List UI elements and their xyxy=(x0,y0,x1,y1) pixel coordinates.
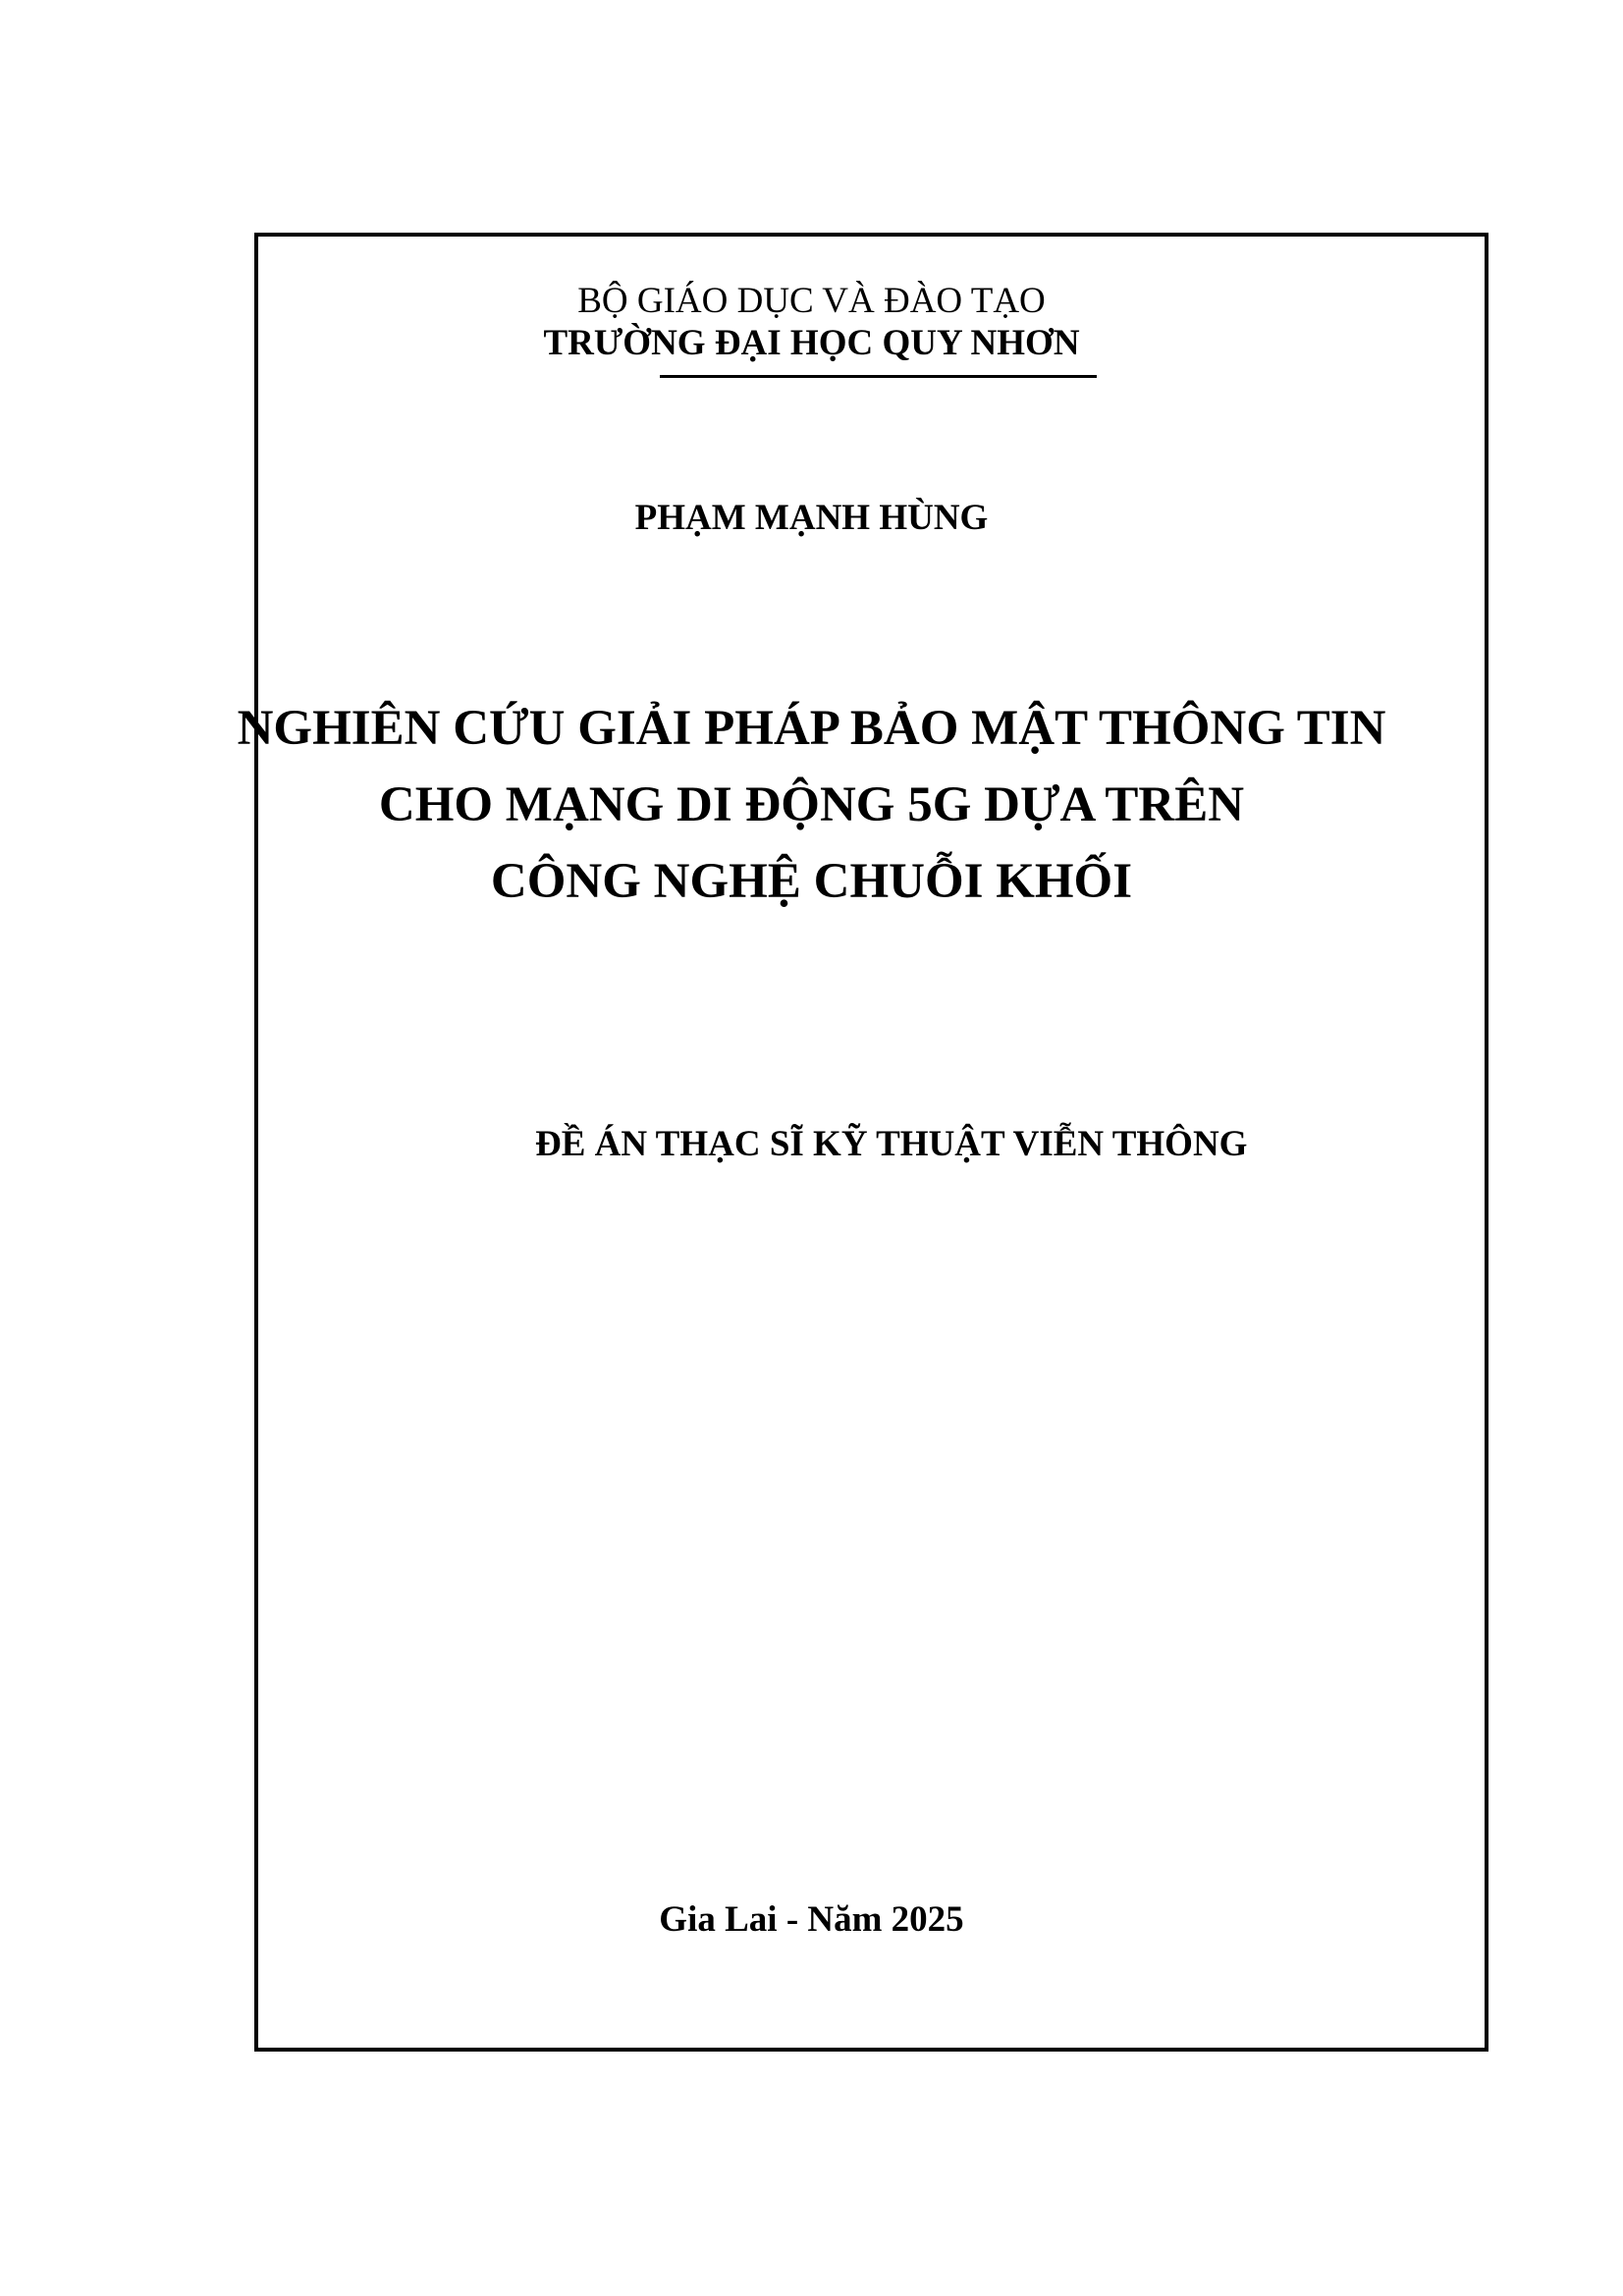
header-underline-divider xyxy=(660,375,1097,378)
author-name: PHẠM MẠNH HÙNG xyxy=(634,498,989,538)
thesis-title-line-1: NGHIÊN CỨU GIẢI PHÁP BẢO MẬT THÔNG TIN xyxy=(237,701,1386,756)
degree-type: ĐỀ ÁN THẠC SĨ KỸ THUẬT VIỄN THÔNG xyxy=(535,1124,1248,1164)
university-name: TRƯỜNG ĐẠI HỌC QUY NHƠN xyxy=(543,323,1080,363)
thesis-title-line-2: CHO MẠNG DI ĐỘNG 5G DỰA TRÊN xyxy=(378,777,1245,832)
place-and-year: Gia Lai - Năm 2025 xyxy=(659,1899,964,1940)
ministry-name: BỘ GIÁO DỤC VÀ ĐÀO TẠO xyxy=(577,281,1046,321)
thesis-title-line-3: CÔNG NGHỆ CHUỖI KHỐI xyxy=(490,854,1133,909)
